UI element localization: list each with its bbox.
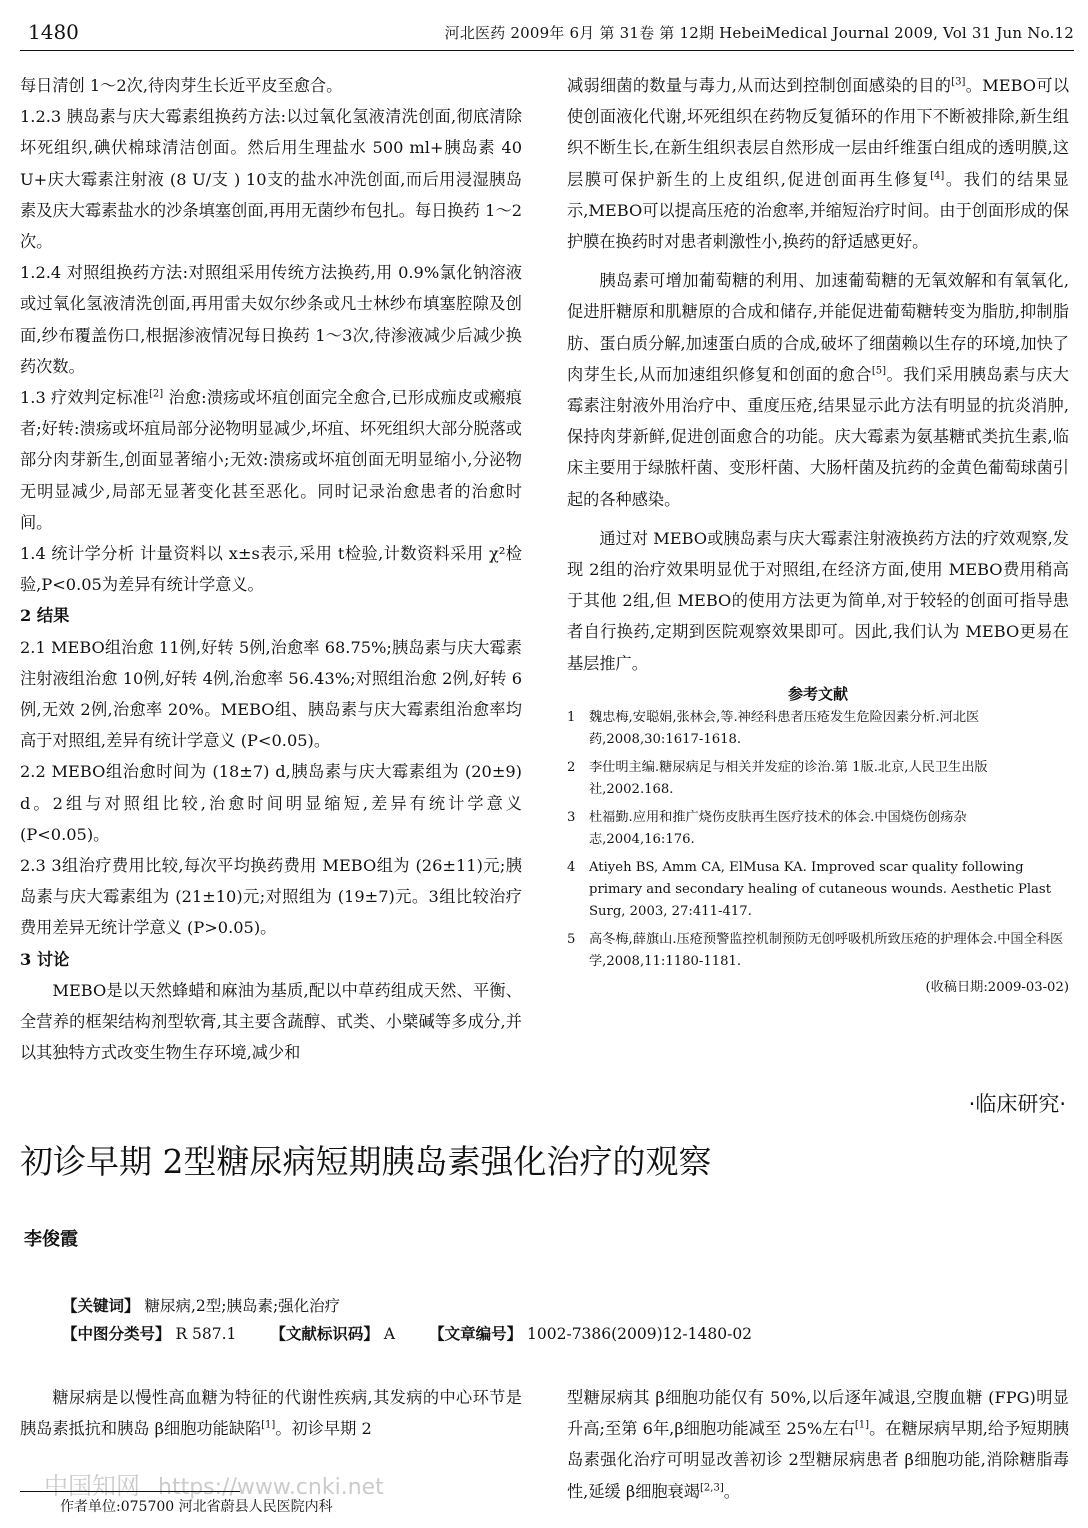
clc-label: 【中图分类号】 — [62, 1324, 171, 1343]
citation: [3] — [951, 76, 966, 88]
reference-item — [567, 757, 1069, 801]
body-right-column — [567, 1382, 1069, 1507]
reference-item — [567, 707, 1069, 751]
text: 。初诊早期 2 — [275, 1419, 372, 1439]
text: 。在糖尿病早期,给予短期胰岛素强化治疗可明显改善初诊 2型糖尿病患者 β细胞功能,消除糖脂毒性,延缓 β细胞衰竭 — [567, 1419, 1069, 1501]
paragraph: 2.3 3组治疗费用比较,每次平均换药费用 MEBO组为 (26±11)元;胰岛素与庆大霉素组为 (21±10)元;对照组为 (19±7)元。3组比较治疗费用差异无统计学意义 (P>0.05)。 — [20, 856, 522, 938]
paragraph — [567, 70, 1069, 257]
doc-code-value: A — [378, 1325, 396, 1343]
text: 减弱细菌的数量与毒力,从而达到控制创面感染的目的 — [567, 76, 952, 95]
article-title: 初诊早期 2型糖尿病短期胰岛素强化治疗的观察 — [20, 1142, 712, 1181]
reference-text: 李仕明主编.糖尿病足与相关并发症的诊治.第 1版.北京,人民卫生出版社,2002.168. — [589, 759, 988, 797]
keywords: 糖尿病,2型;胰岛素;强化治疗 — [139, 1297, 341, 1315]
reference-text: Atiyeh BS, Amm CA, ElMusa KA. Improved scar quality following primary and secondary healing of cutaneous wounds. Aesthetic Plast Surg, 2003, 27:411-417. — [589, 859, 1051, 919]
right-column — [567, 70, 1069, 999]
text: 。 — [723, 1481, 740, 1501]
citation: [2] — [148, 388, 164, 400]
paragraph — [20, 1382, 522, 1444]
reference-text: 魏忠梅,安聪娟,张林会,等.神经科患者压疮发生危险因素分析.河北医药,2008,30:1617-1618. — [589, 709, 980, 747]
references-title: 参考文献 — [787, 684, 848, 703]
article-no-label: 【文章编号】 — [429, 1324, 523, 1343]
keywords-line — [62, 1294, 340, 1316]
paragraph: MEBO是以天然蜂蜡和麻油为基质,配以中草药组成天然、平衡、全营养的框架结构剂型软膏,其主要含蔬醇、甙类、小檗碱等多成分,并以其独特方式改变生物生存环境,减少和 — [20, 980, 522, 1063]
reference-number: 4 — [567, 859, 576, 875]
watermark-url: https://www.cnki.net — [158, 1475, 384, 1500]
reference-item — [567, 807, 1069, 851]
body-left-column — [20, 1382, 522, 1444]
running-head: 河北医药 2009年 6月 第 31卷 第 12期 HebeiMedical Journal 2009, Vol 31 Jun No.12 — [444, 24, 1074, 42]
reference-number: 3 — [567, 809, 576, 825]
paragraph: 1.4 统计学分析 计量资料以 x±s表示,采用 t检验,计数资料采用 χ²检验,P<0.05为差异有统计学意义。 — [20, 544, 522, 595]
text: 。我们采用胰岛素与庆大霉素注射液外用治疗中、重度压疮,结果显示此方法有明显的抗炎消肿,保持肉芽新鲜,促进创面愈合的功能。庆大霉素为氨基糖甙类抗生素,临床主要用于绿脓杆菌、变形杆菌、大肠杆菌及抗药的金黄色葡萄球菌引起的各种感染。 — [567, 364, 1069, 509]
left-column — [20, 70, 522, 1069]
citation: [4] — [930, 170, 945, 182]
citation: [5] — [871, 365, 887, 377]
footnote-rule — [20, 1491, 240, 1492]
reference-text: 高冬梅,薛旗山.压疮预警监控机制预防无创呼吸机所致压疮的护理体会.中国全科医学,2008,11:1180-1181. — [589, 931, 1064, 969]
paragraph: 2.2 MEBO组治愈时间为 (18±7) d,胰岛素与庆大霉素组为 (20±9) d。2组与对照组比较,治愈时间明显缩短,差异有统计学意义 (P<0.05)。 — [20, 762, 522, 844]
clc-value: R 587.1 — [170, 1325, 237, 1343]
reference-text: 杜福勤.应用和推广烧伤皮肤再生医疗技术的体会.中国烧伤创疡杂志,2004,16:176. — [589, 809, 967, 847]
section-heading: 2 结果 — [20, 606, 70, 626]
text: 型糖尿病其 β细胞功能仅有 50%,以后逐年减退,空腹血糖 (FPG)明显升高;至第 6年,β细胞功能减至 25%左右 — [567, 1388, 1069, 1439]
text: 治愈:溃疡或坏疽创面完全愈合,已形成痂皮或瘢痕者;好转:溃疡或坏疽局部分泌物明显减少,坏疽、坏死组织大部分脱落或部分肉芽新生,创面显著缩小;无效:溃疡或坏疽创面无明显缩小,分泌物无明显减少,局部无显著变化甚至恶化。同时记录治愈患者的治愈时间。 — [20, 388, 522, 532]
text: 。我们的结果显示,MEBO可以提高压疮的治愈率,并缩短治疗时间。由于创面形成的保护膜在换药时对患者刺激性小,换药的舒适感更好。 — [567, 169, 1069, 252]
header-rule — [20, 50, 1074, 51]
section-heading: 3 讨论 — [20, 949, 70, 969]
paragraph: 每日清创 1～2次,待肉芽生长近平皮至愈合。 — [20, 76, 343, 95]
watermark-logo: 中国知网 — [44, 1472, 140, 1500]
section-tag: ·临床研究· — [968, 1092, 1066, 1116]
reference-item — [567, 929, 1069, 973]
text: 糖尿病是以慢性高血糖为特征的代谢性疾病,其发病的中心环节是胰岛素抵抗和胰岛 β细胞功能缺陷 — [20, 1388, 522, 1439]
paragraph: 1.2.4 对照组换药方法:对照组采用传统方法换药,用 0.9%氯化钠溶液或过氧化氢液清洗创面,再用雷夫奴尔纱条或凡士林纱布填塞腔隙及创面,纱布覆盖伤口,根据渗液情况每日换药 1～3次,待渗液减少后减少换药次数。 — [20, 263, 522, 376]
doc-code-label: 【文献标识码】 — [270, 1324, 379, 1343]
paragraph: 2.1 MEBO组治愈 11例,好转 5例,治愈率 68.75%;胰岛素与庆大霉素注射液组治愈 10例,好转 4例,治愈率 56.43%;对照组治愈 2例,好转 6例,无效 2例,治愈率 20%。MEBO组、胰岛素与庆大霉素组治愈率均高于对照组,差异有统计学意义 (P<0.05)。 — [20, 637, 522, 751]
paragraph: 通过对 MEBO或胰岛素与庆大霉素注射液换药方法的疗效观察,发现 2组的治疗效果明显优于对照组,在经济方面,使用 MEBO费用稍高于其他 2组,但 MEBO的使用方法更为简单,对于较轻的创面可指导患者自行换药,定期到医院观察效果即可。因此,我们认为 MEBO更易在基层推广。 — [567, 528, 1069, 673]
reference-number: 1 — [567, 709, 576, 725]
classification-line — [62, 1322, 752, 1344]
reference-item — [567, 857, 1069, 923]
keywords-label: 【关键词】 — [62, 1296, 140, 1315]
citation: [1] — [854, 1419, 870, 1431]
article-no-value: 1002-7386(2009)12-1480-02 — [522, 1325, 753, 1343]
paragraph — [20, 382, 522, 538]
reference-number: 2 — [567, 759, 576, 775]
paragraph: 1.2.3 胰岛素与庆大霉素组换药方法:以过氧化氢液清洗创面,彻底清除坏死组织,碘伏棉球清洁创面。然后用生理盐水 500 ml+胰岛素 40 U+庆大霉素注射液 (8 U/支 ) 10支的盐水冲洗创面,而后用浸湿胰岛素及庆大霉素盐水的沙条填塞创面,再用无菌纱布包扎。每日换药 1～2次。 — [20, 107, 522, 252]
text: 。MEBO可以使创面液化代谢,坏死组织在药物反复循环的作用下不断被排除,新生组织不断生长,在新生组织表层自然形成一层由纤维蛋白组成的透明膜,这层膜可保护新生的上皮组织,促进创面再生修复 — [567, 76, 1070, 189]
paragraph — [567, 1382, 1069, 1507]
text: 胰岛素可增加葡萄糖的利用、加速葡萄糖的无氧效解和有氧氧化,促进肝糖原和肌糖原的合成和储存,并能促进葡萄糖转变为脂肪,抑制脂肪、蛋白质分解,加速蛋白质的合成,破坏了细菌赖以生存的环境,加快了肉芽生长,从而加速组织修复和创面的愈合 — [567, 271, 1069, 384]
citation: [1] — [261, 1419, 276, 1431]
received-date: (收稿日期:2009-03-02) — [925, 979, 1069, 995]
page-number: 1480 — [28, 20, 79, 44]
reference-number: 5 — [567, 931, 576, 947]
subheading: 1.3 疗效判定标准 — [20, 388, 149, 408]
citation: [2,3] — [699, 1482, 724, 1494]
author: 李俊霞 — [24, 1229, 78, 1250]
affiliation: 作者单位:075700 河北省蔚县人民医院内科 — [60, 1499, 333, 1515]
paragraph — [567, 265, 1069, 515]
